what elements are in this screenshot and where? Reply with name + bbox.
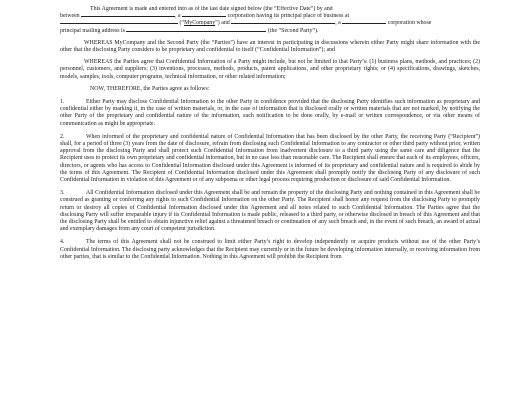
section-4 (60, 239, 480, 261)
whereas-clause-1: WHEREAS MyCompany and the Second Party (the “Parties”) have an interest in participating in discussions wherein either Party might share information with the other that the disclosing Party considers to be proprietary and confidential to itself (“Confidential Information”); and (60, 39, 480, 54)
intro-line-3 (60, 20, 480, 27)
section-text: When informed of the proprietary and confidential nature of Confidential Information that has been disclosed by the other Party, the receiving Party (“Recipient”) shall, for a period of three (3) years from the date of disclosure, refrain from disclosing such Confidential Information to any contractor or other third party without prior, written approval from the disclosing Party and shall protect such Confidential Information from inadvertent disclosure to a third party using the same care and diligence that the Recipient uses to protect its own proprietary and confidential information, but in no case less than reasonable care. The Recipient shall ensure that each of its employees, officers, directors, or agents who has access to Confidential Information disclosed under this Agreement is informed of its proprietary and confidential nature and is required to abide by the terms of this Agreement. The Recipient of Confidential Information disclosed under this Agreement shall promptly notify the disclosing Party of any disclosure of such Confidential Information in violation of this Agreement or of any subpoena or other legal process requiring production or disclosure of said Confidential Information. (60, 133, 480, 184)
mailing-address-blank[interactable] (126, 31, 266, 32)
party-name-blank[interactable] (81, 16, 175, 17)
section-3 (60, 190, 480, 233)
intro-text: (“ (179, 20, 185, 27)
intro-text: This Agreement is made and entered into as of the last date signed below (the “Effective Date”) by and (90, 6, 333, 12)
section-1 (60, 99, 480, 128)
second-party-state-blank[interactable] (342, 23, 386, 24)
intro-line-2 (60, 13, 480, 20)
intro-text: between (60, 13, 80, 20)
intro-text: ”) and (215, 20, 230, 27)
second-party-blank[interactable] (231, 23, 335, 24)
section-text: Either Party may disclose Confidential Information to the other Party in confidence provided that the disclosing Party identifies such information as proprietary and confidential either by marking it, in the case of written materials, or, in the case of information that is disclosed orally or written materials that are not marked, by notifying the other Party of the proprietary and confidential nature of the information, such notification to be done orally, by e-mail or written correspondence, or via other means of communication as might be appropriate. (60, 99, 480, 127)
section-number: 2. (60, 133, 65, 140)
section-number: 1. (60, 99, 65, 106)
intro-text: corporation having its principal place of business at (227, 13, 350, 20)
intro-text: corporation whose (387, 20, 432, 27)
intro-line-4 (60, 28, 480, 35)
company-name: MyCompany (184, 20, 216, 27)
intro-text: principal mailing address is (60, 27, 125, 34)
section-text: The terms of this Agreement shall not be construed to limit either Party’s right to develop independently or acquire products without use of the other Party’s Confidential Information. The disclosing party acknowledges that the Recipient may currently or in the future be developing information internally, or receiving information from other parties, that is similar to the Confidential Information. Nothing in this Agreement will prohibit the Recipient from (60, 239, 480, 260)
now-therefore-line: NOW, THEREFORE, the Parties agree as follows: (90, 85, 210, 92)
section-2 (60, 134, 480, 184)
intro-text: (the “Second Party”). (267, 27, 319, 34)
section-number: 4. (60, 239, 65, 246)
intro-line-1 (60, 6, 480, 13)
intro-text: , a (175, 13, 181, 20)
state-blank[interactable] (182, 16, 226, 17)
section-number: 3. (60, 190, 65, 197)
section-text: All Confidential Information disclosed under this Agreement shall be and remain the property of the disclosing Party and nothing contained in this Agreement shall be construed as granting or conferring any rights to such Confidential Information on the other Party. The Recipient shall honor any request from the disclosing Party to promptly return or destroy all copies of Confidential Information disclosed under this Agreement and all notes related to such Confidential Information. The Parties agree that the disclosing Party will suffer irreparable injury if its Confidential Information is made public, released to a third party, or otherwise disclosed in breach of this Agreement and that the disclosing Party shall be entitled to obtain injunctive relief against a threatened breach or continuation of any such breach and, in the event of such breach, an award of actual and exemplary damages from any court of competent jurisdiction. (60, 190, 480, 233)
whereas-clause-2: WHEREAS the Parties agree that Confidential Information of a Party might include, but not be limited to that Party’s: (1) business plans, methods, and practices; (2) personnel, customers, and suppliers; (3) inventions, processes, methods, products, patent applications, and other proprietary rights; or (4) specifications, drawings, sketches, models, samples, tools, computer programs, technical information, or other related information; (60, 59, 480, 80)
address-blank[interactable] (60, 23, 178, 24)
intro-text: , a (335, 20, 341, 27)
